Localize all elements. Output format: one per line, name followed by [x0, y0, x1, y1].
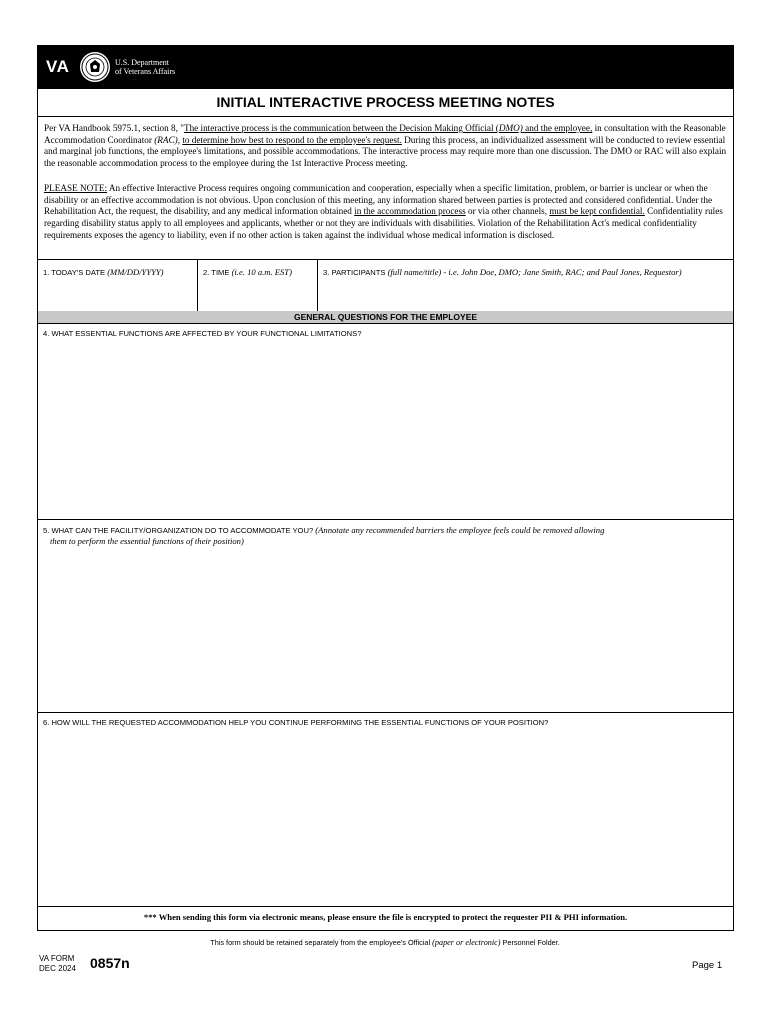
form-revision-date: DEC 2024: [39, 964, 76, 973]
time-hint: (i.e. 10 a.m. EST): [231, 267, 292, 277]
retention-notice: [0, 938, 770, 947]
intro-text: Per VA Handbook 5975.1, section 8, ": [44, 123, 184, 133]
question-5-label: [43, 525, 604, 535]
question-5-hint-continued: them to perform the essential functions of their position): [50, 536, 244, 546]
retention-italic: (paper or electronic): [432, 938, 501, 947]
retention-text: This form should be retained separately from the employee's Official: [210, 938, 433, 947]
department-name-line2: of Veterans Affairs: [115, 67, 176, 76]
participants-field[interactable]: [323, 267, 682, 277]
form-number: 0857n: [90, 955, 130, 971]
question-4-answer-area[interactable]: [38, 341, 733, 519]
fields-top-rule: [38, 259, 733, 260]
va-form-label: VA FORM: [39, 954, 75, 963]
intro-paragraph: [44, 123, 728, 170]
form-frame: [37, 45, 734, 931]
time-label: 2. TIME: [203, 268, 232, 277]
intro-underlined-text: to determine how best to respond to the employee's request.: [182, 134, 402, 145]
note-underlined-text: in the accommodation process: [354, 206, 466, 217]
question-6-label: 6. HOW WILL THE REQUESTED ACCOMMODATION HELP YOU CONTINUE PERFORMING THE ESSENTIAL FUNCTIONS OF YOUR POSITION?: [43, 718, 549, 727]
todays-date-field[interactable]: [43, 267, 164, 277]
question-4-label: 4. WHAT ESSENTIAL FUNCTIONS ARE AFFECTED BY YOUR FUNCTIONAL LIMITATIONS?: [43, 329, 362, 338]
page-title: INITIAL INTERACTIVE PROCESS MEETING NOTES: [216, 94, 555, 110]
field-divider: [197, 259, 198, 311]
question-divider: [38, 519, 733, 520]
note-text: An effective Interactive Process requires ongoing communication and cooperation, especially when a specific limitation, problem, or barrier is unclear or when the disability or an effective accommodation is not obvious. Upon conclusion of this meeting, any information shared between parties is protected and considered confidential. Under the Rehabilitation Act, the request, the disability, and any medical information obtained: [44, 183, 713, 217]
intro-text: During this process, an individualized assessment will be conducted to review essential and marginal job functions, the employee's limitations, and possible accommodations. The interactive process may require more than one discussion. The DMO or RAC will also explain the reasonable accommodation process to the employee during the 1st Interactive Process meeting.: [44, 134, 727, 169]
question-5-hint-line2: [50, 536, 244, 546]
header-bar: [38, 46, 733, 89]
intro-text: ,: [177, 134, 183, 145]
todays-date-hint: (MM/DD/YYYY): [107, 267, 164, 277]
encryption-notice: *** When sending this form via electronic means, please ensure the file is encrypted to protect the requester PII & PHI information.: [143, 912, 628, 922]
participants-hint: (full name/title) - i.e. John Doe, DMO; Jane Smith, RAC; and Paul Jones, Requestor): [387, 267, 682, 277]
field-divider: [317, 259, 318, 311]
note-text: or via other channels,: [465, 206, 550, 217]
footer-note-rule: [38, 906, 733, 907]
retention-text: Personnel Folder.: [500, 938, 560, 947]
todays-date-label: 1. TODAY'S DATE: [43, 268, 108, 277]
question-5-text: 5. WHAT CAN THE FACILITY/ORGANIZATION DO TO ACCOMMODATE YOU?: [43, 526, 316, 535]
department-name-line1: U.S. Department: [115, 58, 169, 67]
intro-dmo-abbr: DMO): [498, 123, 523, 133]
section-header: GENERAL QUESTIONS FOR THE EMPLOYEE: [38, 311, 733, 323]
note-text: Confidentiality rules regarding disability status apply to all employees and applicants, whether or not they are individuals with disabilities. Violation of the Rehabilitation Act's medical confidentiality requirements exposes the agency to liability, even if no other action is taken against the individual whose medical information is disclosed.: [44, 206, 723, 240]
intro-text: in consultation with the Reasonable Accommodation Coordinator: [44, 123, 726, 145]
va-logo-letters: VA: [46, 57, 70, 76]
question-5-answer-area[interactable]: [38, 549, 733, 712]
va-seal-icon: [79, 51, 111, 83]
intro-rac-abbr: (RAC): [154, 134, 178, 145]
note-heading: PLEASE NOTE:: [44, 183, 108, 193]
page-number: Page 1: [692, 960, 723, 971]
question-divider: [38, 712, 733, 713]
intro-underlined-text: and the employee,: [522, 123, 593, 133]
participants-label: 3. PARTICIPANTS: [323, 268, 388, 277]
note-paragraph: [44, 183, 728, 242]
time-field[interactable]: [203, 267, 292, 277]
question-6-answer-area[interactable]: [38, 730, 733, 905]
section-header-bottom-rule: [38, 323, 733, 324]
intro-underlined-text: The interactive process is the communication between the Decision Making Official (: [183, 123, 499, 133]
title-divider: [38, 116, 733, 117]
note-underlined-text: must be kept confidential.: [549, 206, 645, 217]
question-5-hint: (Annotate any recommended barriers the employee feels could be removed allowing: [315, 525, 605, 535]
